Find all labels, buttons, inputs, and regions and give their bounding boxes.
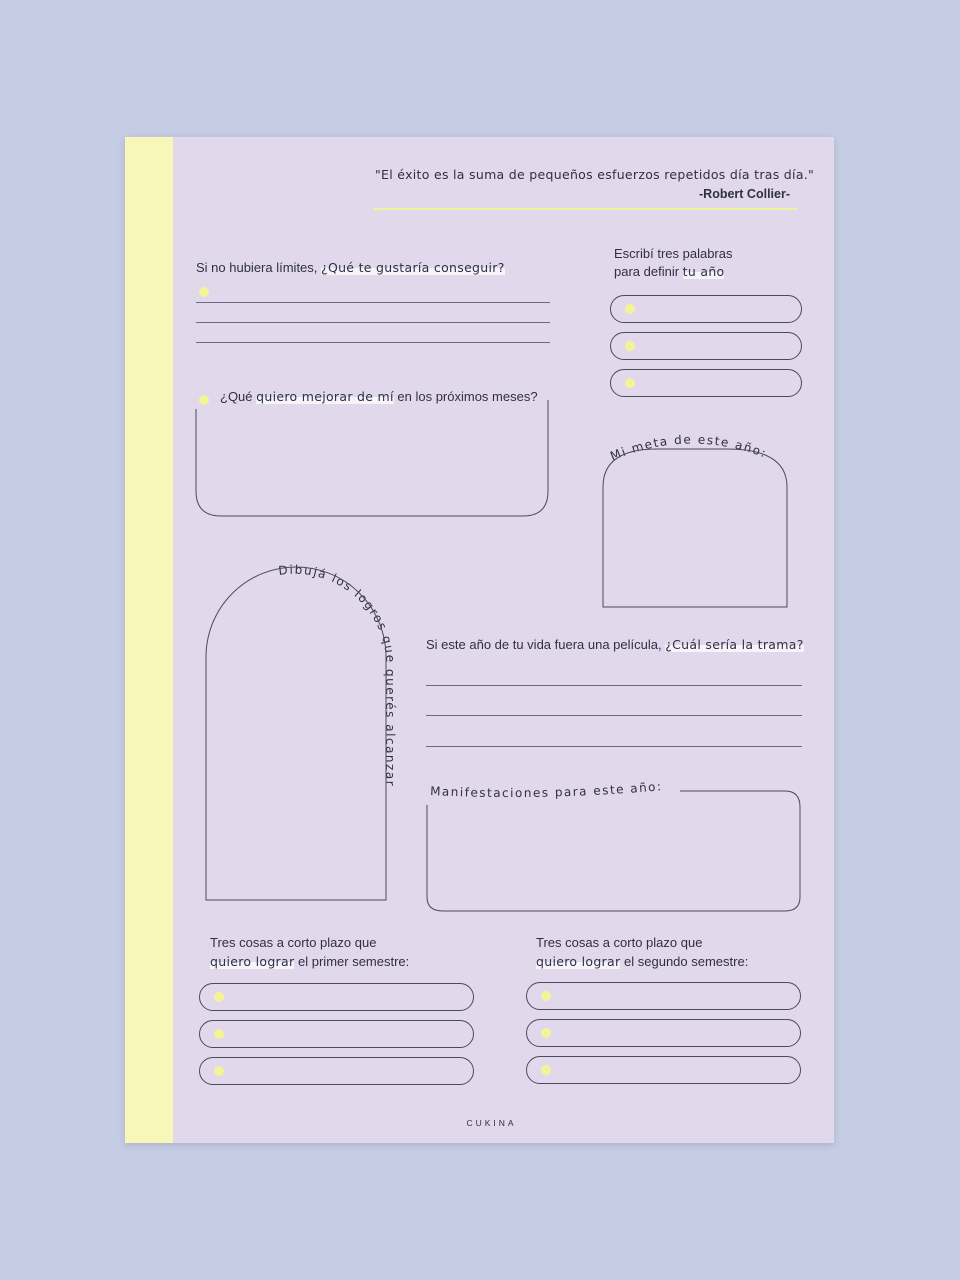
write-line-2[interactable] (196, 322, 550, 323)
first-semester-pill-2[interactable] (199, 1020, 474, 1048)
question-limits (196, 260, 505, 275)
second-semester-pill-3[interactable] (526, 1056, 801, 1084)
bullet-dot (625, 304, 635, 314)
improve-writing-box[interactable] (195, 399, 553, 519)
question-limits-emphasis: ¿Qué te gustaría conseguir? (321, 260, 505, 275)
bullet-dot (625, 378, 635, 388)
three-words-line2 (614, 264, 724, 279)
bullet-dot (214, 1029, 224, 1039)
word-pill-1[interactable] (610, 295, 802, 323)
bullet-dot (625, 341, 635, 351)
three-words-emphasis: tu año (682, 264, 725, 279)
bullet-dot (541, 1065, 551, 1075)
first-semester-pill-1[interactable] (199, 983, 474, 1011)
question-improve-prefix: ¿Qué (220, 389, 257, 404)
brand-logo-text: CUKINA (466, 1118, 517, 1128)
first-semester-suffix: el primer semestre: (294, 954, 410, 969)
bullet-dot (214, 1066, 224, 1076)
bullet-dot (541, 1028, 551, 1038)
bullet-dot (199, 287, 209, 297)
question-movie-emphasis: ¿Cuál sería la trama? (665, 637, 804, 652)
manifest-writing-box[interactable] (425, 777, 805, 915)
question-improve-suffix: en los próximos meses? (393, 389, 538, 404)
quote-author: -Robert Collier- (699, 187, 790, 201)
three-words-line1: Escribí tres palabras (614, 246, 733, 261)
word-pill-3[interactable] (610, 369, 802, 397)
quote-text: "El éxito es la suma de pequeños esfuerzos repetidos día tras día." (375, 167, 815, 182)
first-semester-line2 (210, 954, 409, 969)
manifest-label: Manifestaciones para este año: (429, 779, 664, 801)
second-semester-emphasis: quiero lograr (536, 954, 621, 969)
question-movie-prefix: Si este año de tu vida fuera una película, (426, 637, 666, 652)
second-semester-pill-1[interactable] (526, 982, 801, 1010)
planner-sheet (125, 137, 834, 1143)
achievements-label: Dibujá los logros que querés alcanzar (277, 562, 397, 788)
second-semester-suffix: el segundo semestre: (620, 954, 749, 969)
write-line-3[interactable] (196, 342, 550, 343)
first-semester-line1: Tres cosas a corto plazo que (210, 935, 377, 950)
movie-line-1[interactable] (426, 685, 802, 686)
question-improve-emphasis: quiero mejorar de mí (256, 389, 394, 404)
quote-divider (373, 208, 797, 210)
first-semester-emphasis: quiero lograr (210, 954, 295, 969)
bullet-dot (541, 991, 551, 1001)
second-semester-pill-2[interactable] (526, 1019, 801, 1047)
three-words-prefix: para definir (614, 264, 683, 279)
movie-line-2[interactable] (426, 715, 802, 716)
goal-arch-box[interactable] (597, 427, 797, 612)
write-line-1[interactable] (196, 302, 550, 303)
second-semester-line1: Tres cosas a corto plazo que (536, 935, 703, 950)
yellow-binding-strip (125, 137, 173, 1143)
goal-label: Mi meta de este año: (608, 432, 770, 464)
question-movie (426, 637, 804, 652)
achievements-arch-box[interactable] (203, 552, 403, 907)
first-semester-pill-3[interactable] (199, 1057, 474, 1085)
bullet-dot (214, 992, 224, 1002)
second-semester-line2 (536, 954, 748, 969)
question-limits-prefix: Si no hubiera límites, (196, 260, 322, 275)
word-pill-2[interactable] (610, 332, 802, 360)
movie-line-3[interactable] (426, 746, 802, 747)
